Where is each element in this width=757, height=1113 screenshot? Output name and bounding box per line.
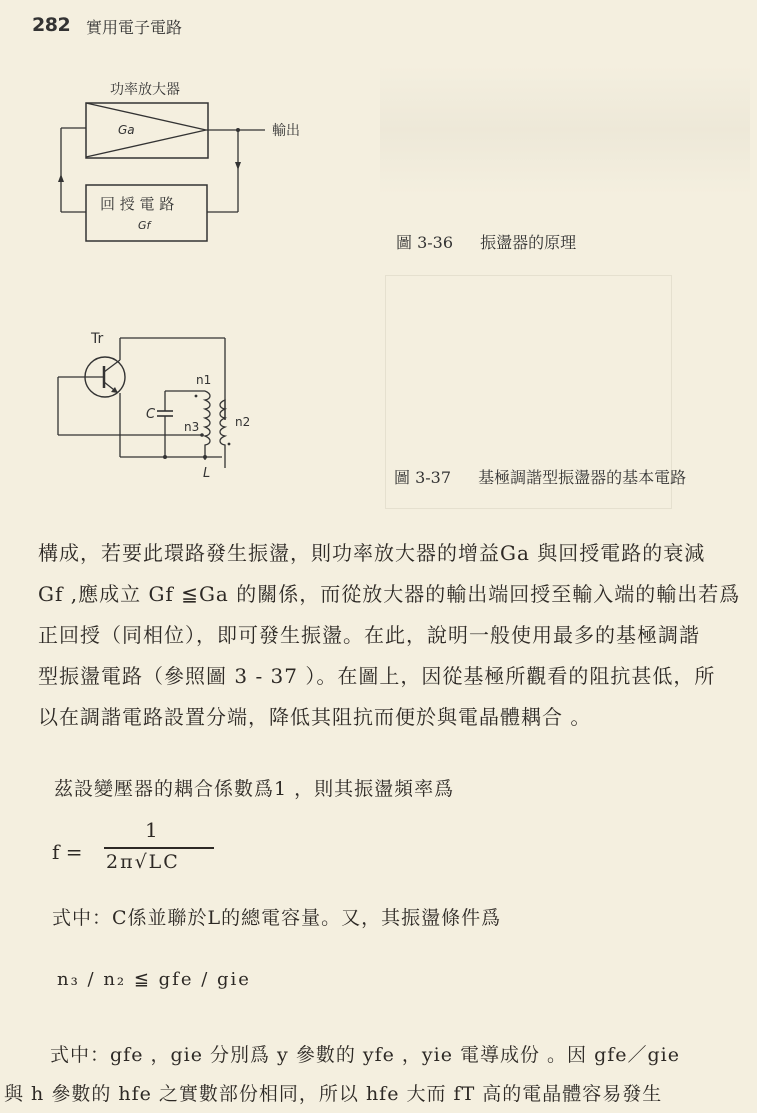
feedback-gain-label: Gf xyxy=(138,219,151,232)
winding-n3-label: n3 xyxy=(184,420,200,434)
figure-3-36-block-diagram xyxy=(50,82,330,250)
body-line: 構成，若要此環路發生振盪，則功率放大器的增益Ga 與回授電路的衰減 xyxy=(38,541,706,565)
winding-n2-label: n2 xyxy=(235,415,251,429)
figure-3-36-caption xyxy=(396,230,576,253)
gain-label: Ga xyxy=(118,123,135,137)
running-title: 實用電子電路 xyxy=(86,18,183,37)
body-line: Gf ,應成立 Gf ≦Ga 的關係，而從放大器的輸出端回授至輸入端的輸出若爲 xyxy=(38,582,741,606)
caption-number: 圖 3-37 xyxy=(394,468,452,487)
inductor-label: L xyxy=(203,466,211,481)
caption-number: 圖 3-36 xyxy=(396,233,454,252)
oscillation-condition-formula: n₃ / n₂ ≦ gfe / gie xyxy=(57,969,251,990)
body-line: 式中：gfe ，gie 分別爲 y 參數的 yfe ，yie 電導成份 。因 gfe／gie xyxy=(50,1044,681,1066)
formula-lhs: f = xyxy=(52,840,83,864)
body-line: 以在調諧電路設置分端，降低其阻抗而便於與電晶體耦合 。 xyxy=(38,705,592,729)
frequency-formula xyxy=(52,818,222,878)
body-line: 正回授（同相位），即可發生振盪。在此，說明一般使用最多的基極調諧 xyxy=(38,623,700,647)
fraction-bar xyxy=(104,847,214,849)
amplifier-label: 功率放大器 xyxy=(110,82,180,98)
caption-text: 振盪器的原理 xyxy=(480,233,577,252)
body-line: 式中：C係並聯於L的總電容量。又，其振盪條件爲 xyxy=(52,907,502,929)
capacitor-label: C xyxy=(146,407,156,422)
formula-numerator: 1 xyxy=(145,818,158,842)
bleed-through-area xyxy=(380,65,750,195)
caption-text: 基極調諧型振盪器的基本電路 xyxy=(478,468,687,487)
body-line: 與 h 參數的 hfe 之實數部份相同，所以 hfe 大而 fT 高的電晶體容易發生 xyxy=(4,1083,663,1105)
feedback-label: 回 授 電 路 xyxy=(100,195,175,213)
figure-3-37-circuit xyxy=(50,320,250,485)
body-line: 茲設變壓器的耦合係數爲1 ，則其振盪頻率爲 xyxy=(54,778,455,800)
figure-3-37-caption xyxy=(394,465,686,488)
page-number: 282 xyxy=(32,14,71,36)
formula-denominator: 2π√LC xyxy=(106,851,180,873)
body-line: 型振盪電路（參照圖 3 - 37 ）。在圖上，因從基極所觀看的阻抗甚低，所 xyxy=(38,664,716,688)
transistor-label: Tr xyxy=(91,331,104,347)
winding-n1-label: n1 xyxy=(196,373,212,387)
output-label: 輸出 xyxy=(272,123,300,139)
